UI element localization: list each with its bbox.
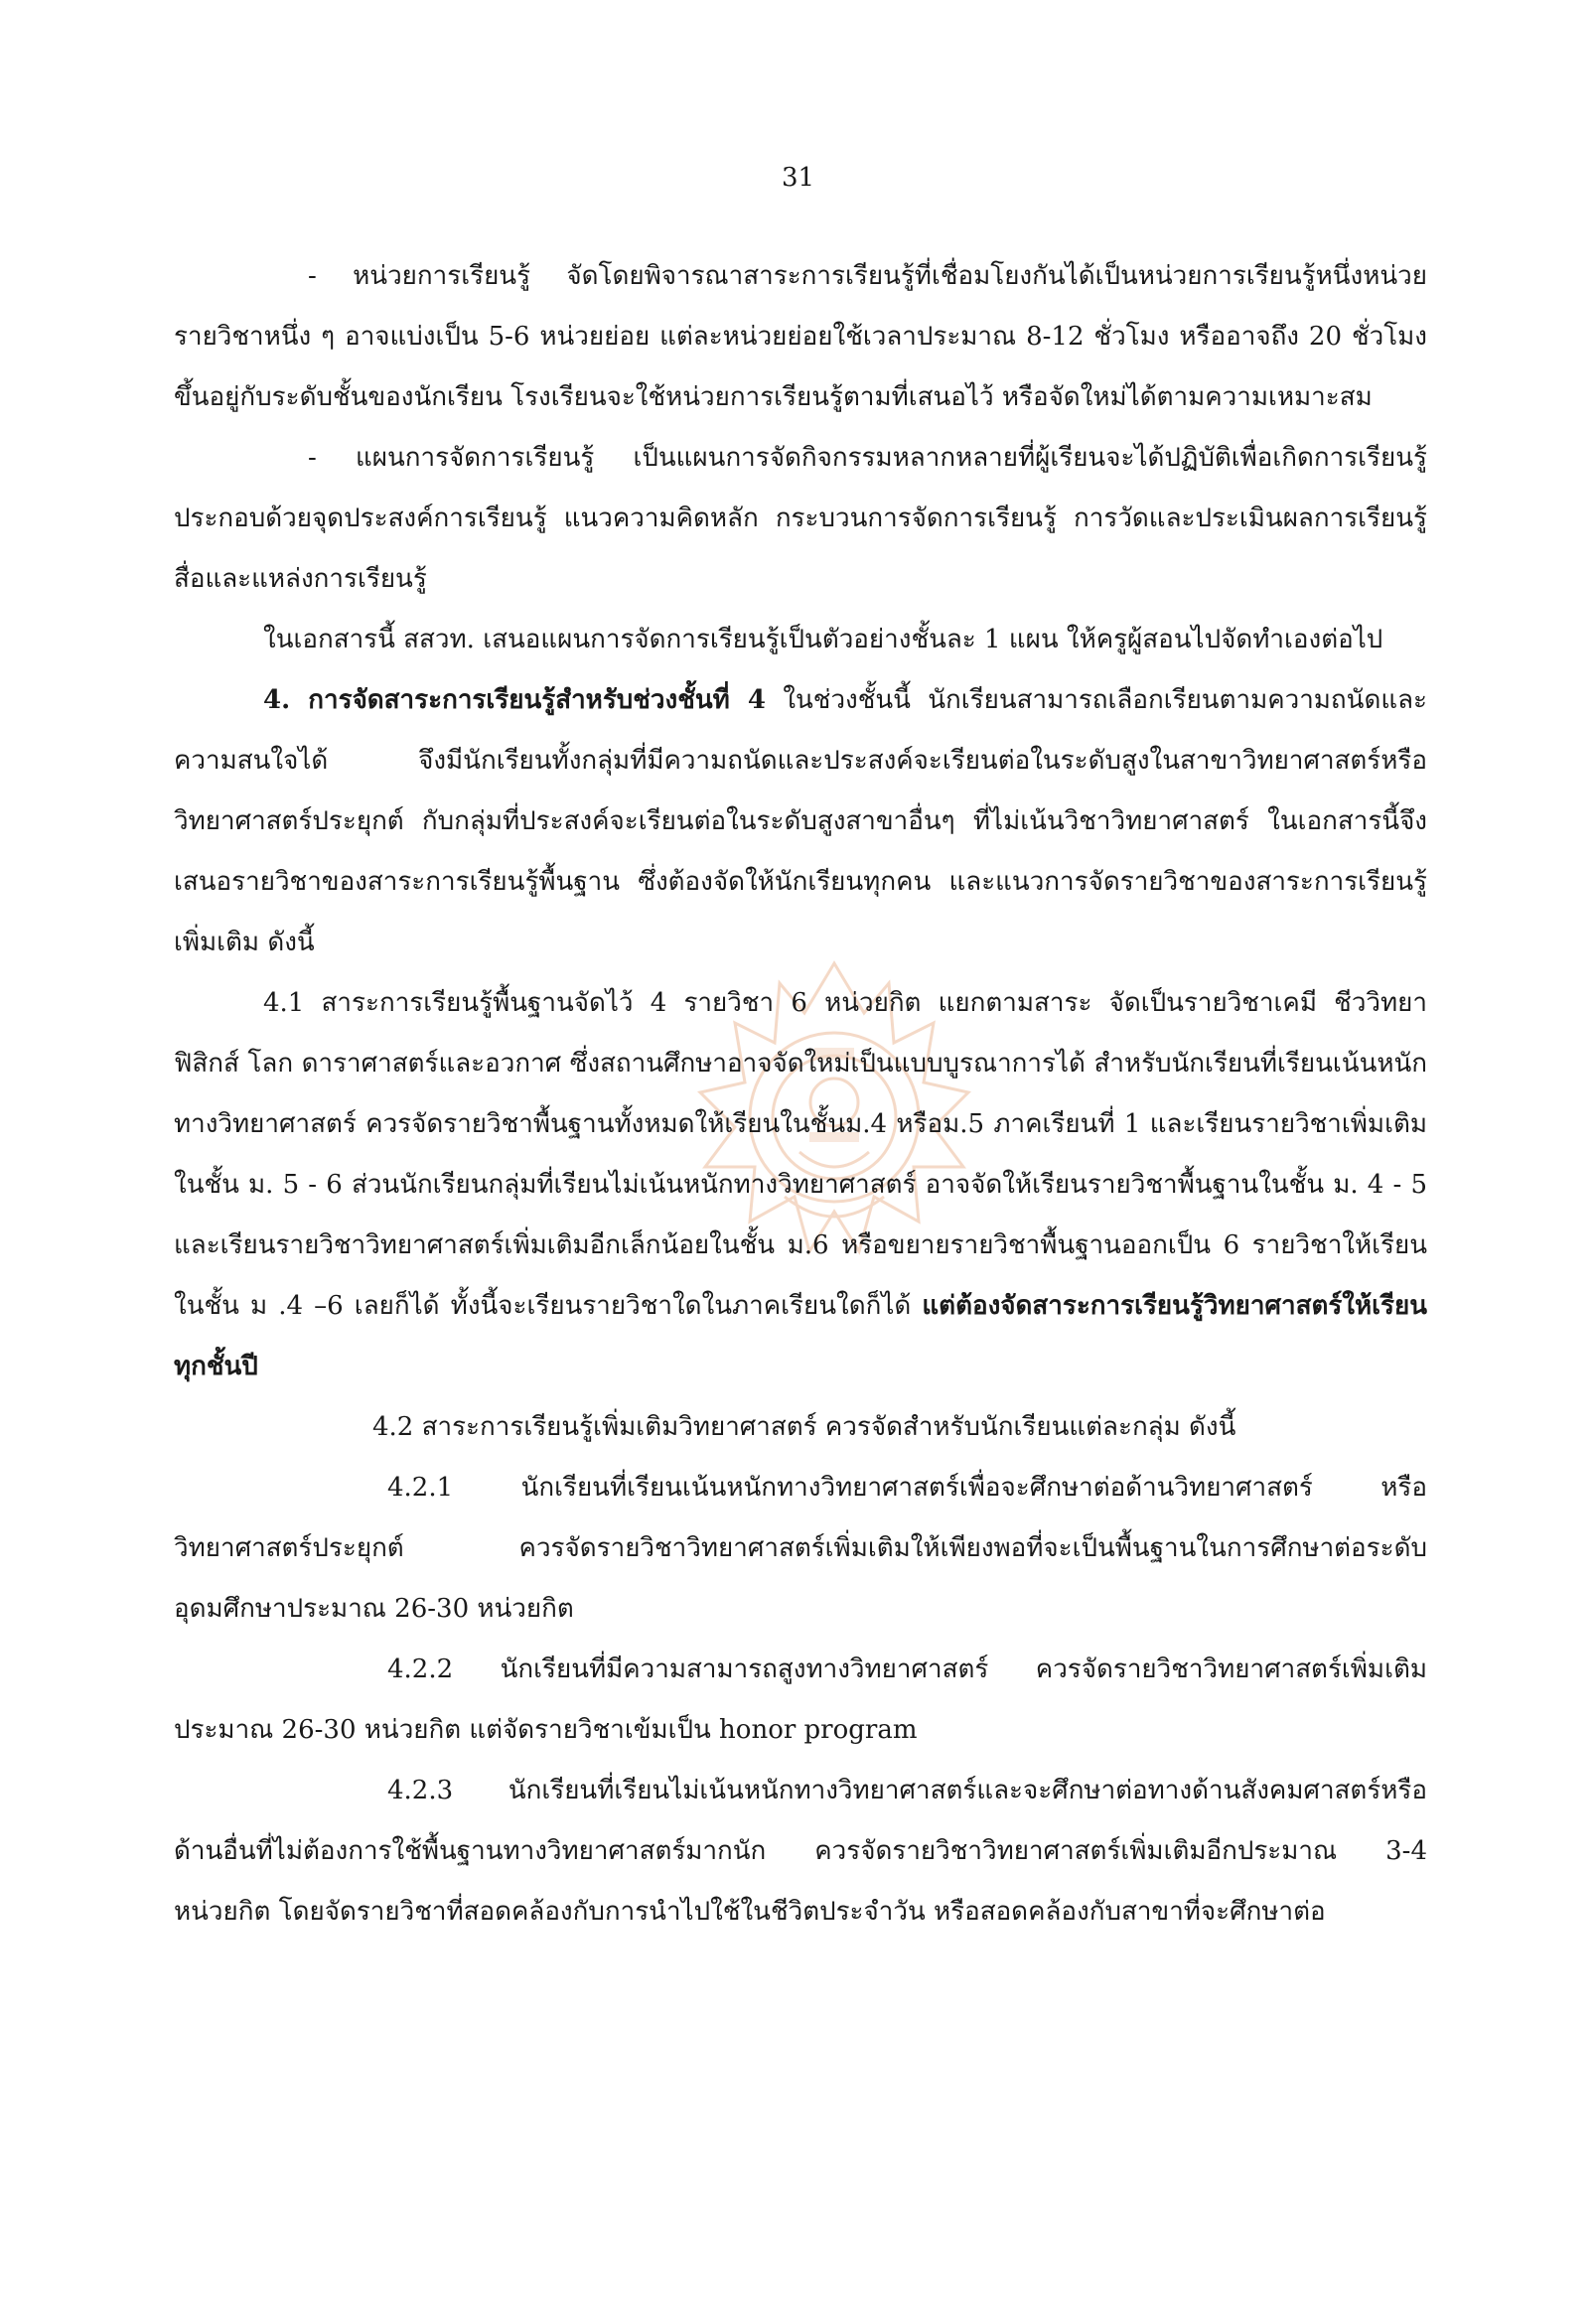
document-body bbox=[174, 246, 1427, 1943]
page-number: 31 bbox=[781, 163, 815, 193]
paragraph-4-2: 4.2 สาระการเรียนรู้เพิ่มเติมวิทยาศาสตร์ ควรจัดสำหรับนักเรียนแต่ละกลุ่ม ดังนี้ bbox=[372, 1412, 1236, 1442]
paragraph-learning-unit: - หน่วยการเรียนรู้ จัดโดยพิจารณาสาระการเรียนรู้ที่เชื่อมโยงกันได้เป็นหน่วยการเรียนรู้หนึ่งหน่วย รายวิชาหนึ่ง ๆ อาจแบ่งเป็น 5-6 หน่วยย่อย แต่ละหน่วยย่อยใช้เวลาประมาณ 8-12 ชั่วโมง หรืออาจถึง 20 ชั่วโมง ขึ้นอยู่กับระดับชั้นของนักเรียน โรงเรียนจะใช้หน่วยการเรียนรู้ตามที่เสนอไว้ หรือจัดใหม่ได้ตามความเหมาะสม bbox=[174, 261, 1427, 412]
section-4-heading: 4. การจัดสาระการเรียนรู้สำหรับช่วงชั้นที่ 4 bbox=[263, 685, 766, 715]
paragraph-4-2-3: 4.2.3 นักเรียนที่เรียนไม่เน้นหนักทางวิทยาศาสตร์และจะศึกษาต่อทางด้านสังคมศาสตร์หรือด้านอื่นที่ไม่ต้องการใช้พื้นฐานทางวิทยาศาสตร์มากนัก ควรจัดรายวิชาวิทยาศาสตร์เพิ่มเติมอีกประมาณ 3-4 หน่วยกิต โดยจัดรายวิชาที่สอดคล้องกับการนำไปใช้ในชีวิตประจำวัน หรือสอดคล้องกับสาขาที่จะศึกษาต่อ bbox=[174, 1776, 1427, 1927]
paragraph-section-4 bbox=[174, 670, 1427, 973]
section-4-1-emphasis: แต่ต้องจัดสาระการเรียนรู้วิทยาศาสตร์ให้เรียนทุกชั้นปี bbox=[174, 1291, 1427, 1381]
section-4-text: ในช่วงชั้นนี้ นักเรียนสามารถเลือกเรียนตามความถนัดและความสนใจได้ จึงมีนักเรียนทั้งกลุ่มที่มีความถนัดและประสงค์จะเรียนต่อในระดับสูงในสาขาวิทยาศาสตร์หรือวิทยาศาสตร์ประยุกต์ กับกลุ่มที่ประสงค์จะเรียนต่อในระดับสูงสาขาอื่นๆ ที่ไม่เน้นวิชาวิทยาศาสตร์ ในเอกสารนี้จึงเสนอรายวิชาของสาระการเรียนรู้พื้นฐาน ซึ่งต้องจัดให้นักเรียนทุกคน และแนวการจัดรายวิชาของสาระการเรียนรู้เพิ่มเติม ดังนี้ bbox=[174, 685, 1427, 957]
paragraph-4-1 bbox=[174, 973, 1427, 1397]
paragraph-document-note: ในเอกสารนี้ สสวท. เสนอแผนการจัดการเรียนรู้เป็นตัวอย่างชั้นละ 1 แผน ให้ครูผู้สอนไปจัดทำเองต่อไป bbox=[263, 625, 1383, 654]
paragraph-4-2-2: 4.2.2 นักเรียนที่มีความสามารถสูงทางวิทยาศาสตร์ ควรจัดรายวิชาวิทยาศาสตร์เพิ่มเติมประมาณ 26-30 หน่วยกิต แต่จัดรายวิชาเข้มเป็น honor program bbox=[174, 1655, 1427, 1745]
paragraph-4-2-1: 4.2.1 นักเรียนที่เรียนเน้นหนักทางวิทยาศาสตร์เพื่อจะศึกษาต่อด้านวิทยาศาสตร์ หรือวิทยาศาสตร์ประยุกต์ ควรจัดรายวิชาวิทยาศาสตร์เพิ่มเติมให้เพียงพอที่จะเป็นพื้นฐานในการศึกษาต่อระดับอุดมศึกษาประมาณ 26-30 หน่วยกิต bbox=[174, 1473, 1427, 1624]
section-4-1-text: 4.1 สาระการเรียนรู้พื้นฐานจัดไว้ 4 รายวิชา 6 หน่วยกิต แยกตามสาระ จัดเป็นรายวิชาเคมี ชีววิทยา ฟิสิกส์ โลก ดาราศาสตร์และอวกาศ ซึ่งสถานศึกษาอาจจัดใหม่เป็นแบบบูรณาการได้ สำหรับนักเรียนที่เรียนเน้นหนักทางวิทยาศาสตร์ ควรจัดรายวิชาพื้นฐานทั้งหมดให้เรียนในชั้นม.4 หรือม.5 ภาคเรียนที่ 1 และเรียนรายวิชาเพิ่มเติมในชั้น ม. 5 - 6 ส่วนนักเรียนกลุ่มที่เรียนไม่เน้นหนักทางวิทยาศาสตร์ อาจจัดให้เรียนรายวิชาพื้นฐานในชั้น ม. 4 - 5 และเรียนรายวิชาวิทยาศาสตร์เพิ่มเติมอีกเล็กน้อยในชั้น ม.6 หรือขยายรายวิชาพื้นฐานออกเป็น 6 รายวิชาให้เรียนในชั้น ม .4 –6 เลยก็ได้ ทั้งนี้จะเรียนรายวิชาใดในภาคเรียนใดก็ได้ bbox=[174, 988, 1427, 1321]
paragraph-learning-plan: - แผนการจัดการเรียนรู้ เป็นแผนการจัดกิจกรรมหลากหลายที่ผู้เรียนจะได้ปฏิบัติเพื่อเกิดการเรียนรู้ ประกอบด้วยจุดประสงค์การเรียนรู้ แนวความคิดหลัก กระบวนการจัดการเรียนรู้ การวัดและประเมินผลการเรียนรู้ สื่อและแหล่งการเรียนรู้ bbox=[174, 443, 1427, 594]
